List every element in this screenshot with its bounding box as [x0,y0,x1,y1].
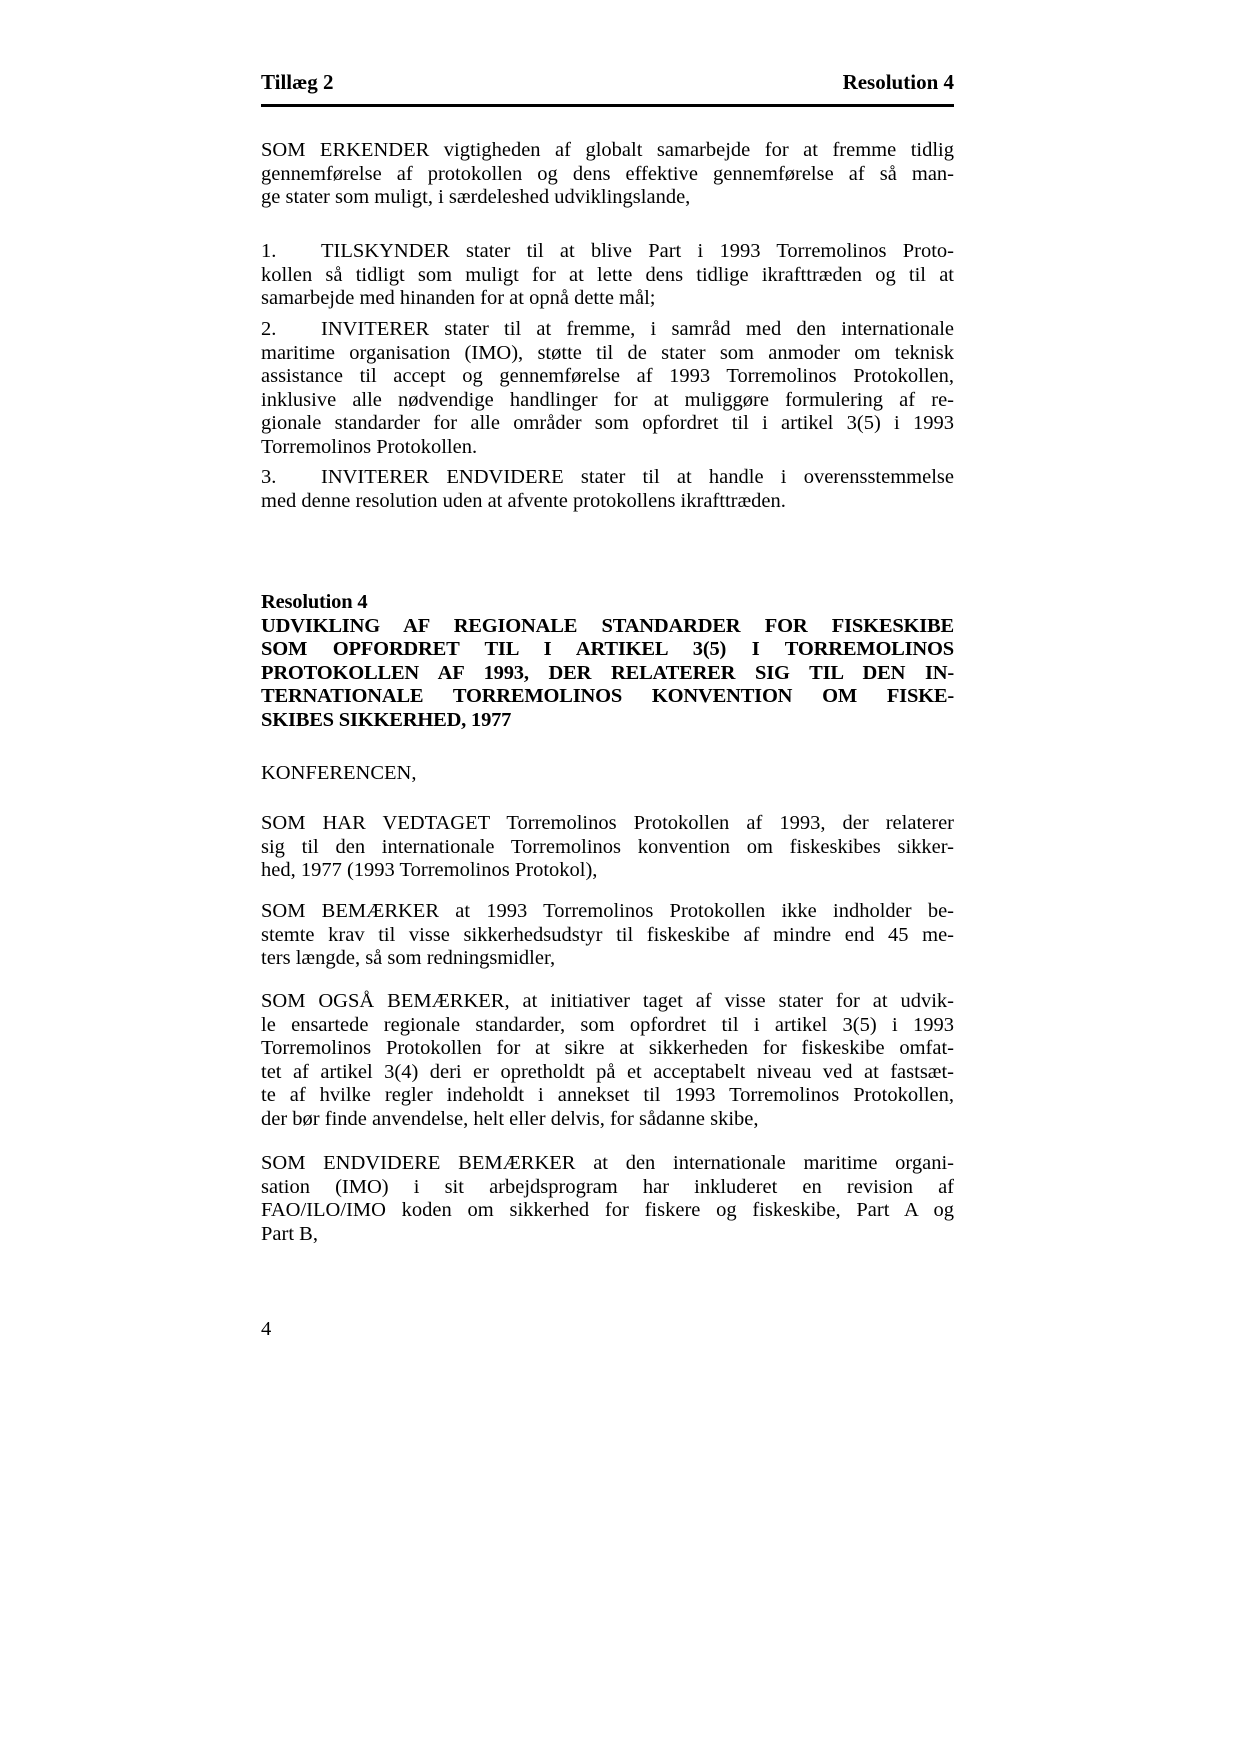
text-line: kollen så tidligt som muligt for at lette dens tidlige ikrafttræden og til at [261,263,954,286]
text-line: SOM OGSÅ BEMÆRKER, at initiativer taget af visse stater for at udvik- [261,990,954,1012]
item-text: INVITERER stater til at fremme, i samråd med den internationale [321,318,954,340]
text-line: Part B, [261,1222,318,1245]
text-line: sig til den internationale Torremolinos konvention om fiskeskibes sikker- [261,835,954,858]
text-line [261,466,954,490]
text-line: samarbejde med hinanden for at opnå dette mål; [261,287,656,309]
resolution-title-line: TERNATIONALE TORREMOLINOS KONVENTION OM FISKE- [261,685,954,707]
numbered-item-2 [261,318,954,459]
text-line: FAO/ILO/IMO koden om sikkerhed for fiskere og fiskeskibe, Part A og [261,1199,954,1221]
text-line: ters længde, så som redningsmidler, [261,947,556,969]
text-line: gionale standarder for alle områder som opfordret til i artikel 3(5) i 1993 [261,412,954,434]
text-line: gennemførelse af protokollen og dens effektive gennemførelse af så man- [261,162,954,185]
text-line: tet af artikel 3(4) deri er opretholdt på et acceptabelt niveau ved at fastsæt- [261,1060,954,1083]
text-line: sation (IMO) i sit arbejdsprogram har inkluderet en revision af [261,1175,954,1198]
text-line: stemte krav til visse sikkerhedsudstyr til fiskeskibe af mindre end 45 me- [261,923,954,946]
text-line: inklusive alle nødvendige handlinger for at muliggøre formulering af re- [261,388,954,411]
running-header [261,70,954,100]
page-number: 4 [261,1318,272,1340]
text-line: assistance til accept og gennemførelse af 1993 Torremolinos Protokollen, [261,365,954,387]
paragraph-erkender [261,139,954,210]
paragraph-endvidere-bemaerker [261,1152,954,1246]
resolution-title-line: SKIBES SIKKERHED, 1977 [261,708,512,731]
text-line: SOM ENDVIDERE BEMÆRKER at den internationale maritime organi- [261,1152,954,1174]
text-line: hed, 1977 (1993 Torremolinos Protokol), [261,859,598,881]
header-annex-label: Tillæg 2 [261,70,334,94]
text-line: Torremolinos Protokollen. [261,435,478,458]
text-line: KONFERENCEN, [261,762,417,784]
text-line: med denne resolution uden at afvente protokollens ikrafttræden. [261,489,786,512]
item-number: 3. [261,466,277,488]
item-number: 2. [261,318,277,340]
text-line [261,318,954,342]
paragraph-konferencen [261,762,954,786]
text-line: maritime organisation (IMO), støtte til de stater som anmoder om teknisk [261,341,954,364]
resolution-title-line: UDVIKLING AF REGIONALE STANDARDER FOR FISKESKIBE [261,614,954,637]
item-text: TILSKYNDER stater til at blive Part i 1993 Torremolinos Proto- [321,240,954,262]
text-line: te af hvilke regler indeholdt i annekset til 1993 Torremolinos Protokollen, [261,1084,954,1106]
resolution-title-line: SOM OPFORDRET TIL I ARTIKEL 3(5) I TORREMOLINOS [261,638,954,660]
numbered-item-1 [261,240,954,311]
text-line: Torremolinos Protokollen for at sikre at sikkerheden for fiskeskibe omfat- [261,1037,954,1059]
text-line: SOM BEMÆRKER at 1993 Torremolinos Protokollen ikke indholder be- [261,900,954,922]
header-rule [261,104,954,107]
resolution-heading [261,591,954,732]
item-number: 1. [261,240,277,262]
item-text: INVITERER ENDVIDERE stater til at handle i overensstemmelse [321,466,954,488]
header-resolution-label: Resolution 4 [842,70,954,94]
resolution-title-line: PROTOKOLLEN AF 1993, DER RELATERER SIG TIL DEN IN- [261,661,954,684]
paragraph-vedtaget [261,812,954,883]
text-line: ge stater som muligt, i særdeleshed udviklingslande, [261,186,691,208]
text-line: der bør finde anvendelse, helt eller delvis, for sådanne skibe, [261,1107,759,1130]
text-line: le ensartede regionale standarder, som opfordret til i artikel 3(5) i 1993 [261,1013,954,1036]
paragraph-ogsaa-bemaerker [261,990,954,1131]
text-line [261,240,954,264]
paragraph-bemaerker [261,900,954,971]
numbered-item-3 [261,466,954,513]
resolution-label: Resolution 4 [261,591,368,613]
text-line: SOM ERKENDER vigtigheden af globalt samarbejde for at fremme tidlig [261,139,954,161]
text-line: SOM HAR VEDTAGET Torremolinos Protokollen af 1993, der relaterer [261,812,954,834]
